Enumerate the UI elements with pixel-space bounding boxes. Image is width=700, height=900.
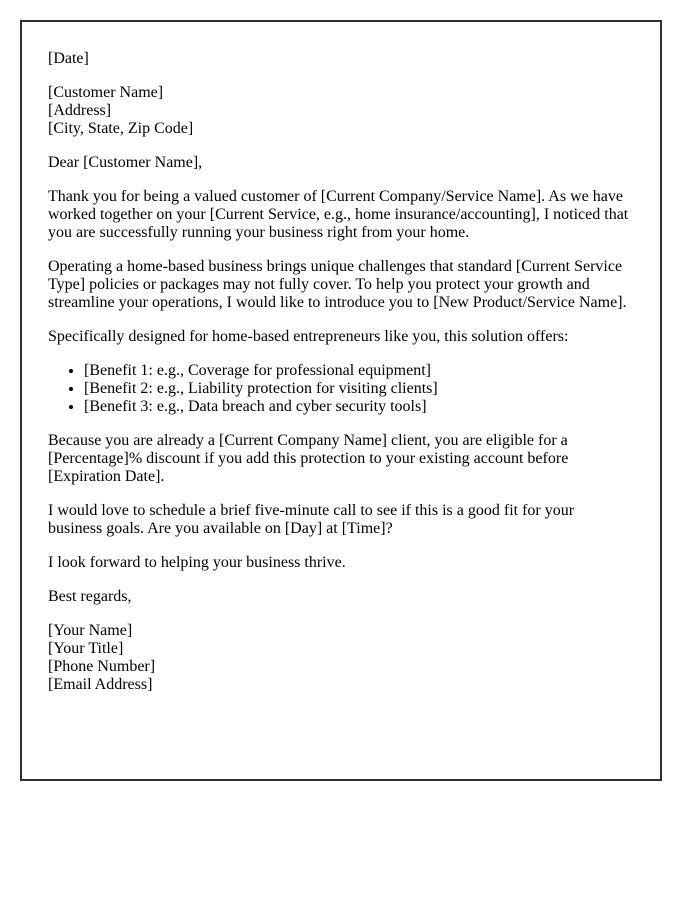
signature-name-line: [Your Name] — [48, 622, 133, 639]
letter-page — [20, 20, 662, 781]
benefits-list — [48, 362, 632, 416]
closing-line: Best regards, — [48, 588, 132, 605]
paragraph-challenges: Operating a home-based business brings unique challenges that standard [Current Service Type] policies or packages may not fully cover. To help you protect your growth and streamline your operations, I would like to introduce you to [New Product/Service Name]. — [48, 258, 627, 311]
recipient-name-line: [Customer Name] — [48, 84, 164, 101]
paragraph-thrive: I look forward to helping your business thrive. — [48, 554, 346, 571]
date-line: [Date] — [48, 50, 89, 67]
recipient-city-line: [City, State, Zip Code] — [48, 120, 194, 137]
benefit-item-3: • [Benefit 3: e.g., Data breach and cyber security tools] — [84, 398, 632, 416]
paragraph-call-request: I would love to schedule a brief five-minute call to see if this is a good fit for your business goals. Are you available on [Day] at [Time]? — [48, 502, 575, 537]
signature-phone-line: [Phone Number] — [48, 658, 156, 675]
signature-block — [48, 622, 632, 694]
signature-email-line: [Email Address] — [48, 676, 153, 693]
paragraph-discount: Because you are already a [Current Company Name] client, you are eligible for a [Percentage]% discount if you add this protection to your existing account before [Expiration Date]. — [48, 432, 569, 485]
benefit-item-2: • [Benefit 2: e.g., Liability protection for visiting clients] — [84, 380, 632, 398]
benefit-item-1: • [Benefit 1: e.g., Coverage for professional equipment] — [84, 362, 632, 380]
paragraph-intro: Thank you for being a valued customer of [Current Company/Service Name]. As we have worked together on your [Current Service, e.g., home insurance/accounting], I noticed that you are successfully running your business right from your home. — [48, 188, 629, 241]
recipient-address-line: [Address] — [48, 102, 112, 119]
signature-title-line: [Your Title] — [48, 640, 124, 657]
recipient-block — [48, 84, 632, 138]
salutation: Dear [Customer Name], — [48, 154, 203, 171]
paragraph-solution-lead: Specifically designed for home-based entrepreneurs like you, this solution offers: — [48, 328, 569, 345]
